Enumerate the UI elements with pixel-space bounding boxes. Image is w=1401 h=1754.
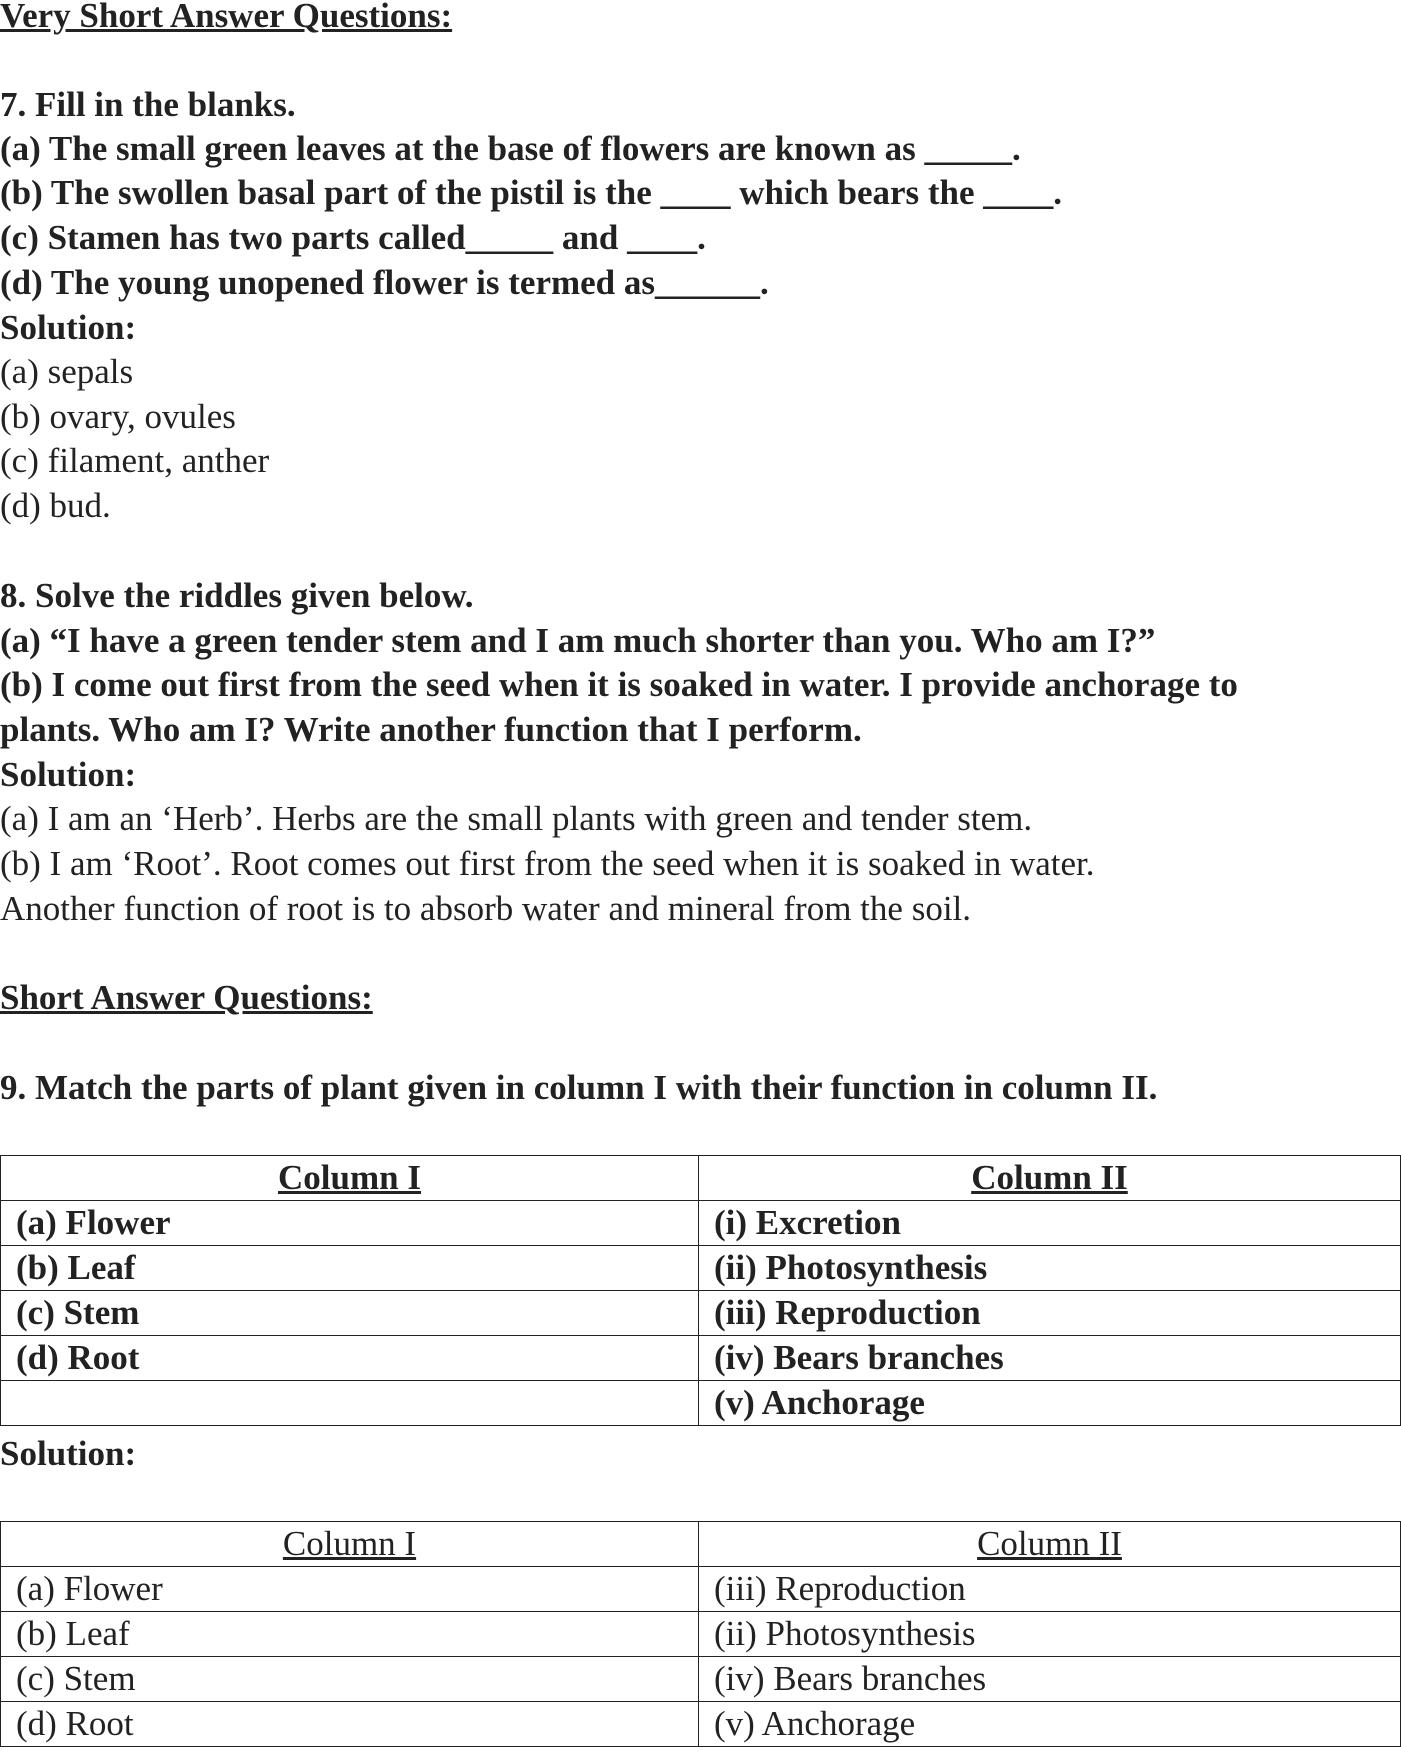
table-cell: (v) Anchorage <box>699 1381 1401 1426</box>
table-cell: (iii) Reproduction <box>699 1291 1401 1336</box>
table-cell: (ii) Photosynthesis <box>699 1246 1401 1291</box>
table-cell: (d) Root <box>1 1336 699 1381</box>
table-cell: (c) Stem <box>1 1291 699 1336</box>
table-row <box>1 1567 1401 1612</box>
column-header: Column II <box>699 1522 1401 1567</box>
table-row <box>1 1612 1401 1657</box>
column-header: Column II <box>699 1156 1401 1201</box>
table-cell: (b) Leaf <box>1 1246 699 1291</box>
q8-part-b-line2: plants. Who am I? Write another function that I perform. <box>0 710 862 749</box>
q7-answer-a: (a) sepals <box>0 352 134 391</box>
table-cell: (iv) Bears branches <box>699 1657 1401 1702</box>
table-row <box>1 1201 1401 1246</box>
table-cell: (i) Excretion <box>699 1201 1401 1246</box>
very-short-heading: Very Short Answer Questions: <box>0 0 453 35</box>
short-answer-heading: Short Answer Questions: <box>0 978 373 1017</box>
table-header-row <box>1 1156 1401 1201</box>
q7-answer-b: (b) ovary, ovules <box>0 397 236 436</box>
q9-solution-label: Solution: <box>0 1434 137 1473</box>
q8-answer-a: (a) I am an ‘Herb’. Herbs are the small plants with green and tender stem. <box>0 799 1033 838</box>
table-row <box>1 1702 1401 1747</box>
q7-answer-d: (d) bud. <box>0 486 111 525</box>
table-cell: (ii) Photosynthesis <box>699 1612 1401 1657</box>
q8-answer-b: (b) I am ‘Root’. Root comes out first from the seed when it is soaked in water. <box>0 844 1095 883</box>
table-row <box>1 1336 1401 1381</box>
table-cell: (v) Anchorage <box>699 1702 1401 1747</box>
q8-title: 8. Solve the riddles given below. <box>0 576 474 615</box>
q7-part-c: (c) Stamen has two parts called_____ and ____. <box>0 218 706 257</box>
table-row <box>1 1246 1401 1291</box>
table-cell: (a) Flower <box>1 1567 699 1612</box>
q7-solution-label: Solution: <box>0 308 137 347</box>
table-row <box>1 1657 1401 1702</box>
table-cell: (d) Root <box>1 1702 699 1747</box>
table-cell <box>1 1381 699 1426</box>
q7-part-b: (b) The swollen basal part of the pistil is the ____ which bears the ____. <box>0 173 1063 212</box>
q9-title: 9. Match the parts of plant given in column I with their function in column II. <box>0 1068 1158 1107</box>
q8-part-b-line1: (b) I come out first from the seed when it is soaked in water. I provide anchorage to <box>0 665 1238 704</box>
table-cell: (b) Leaf <box>1 1612 699 1657</box>
q7-part-a: (a) The small green leaves at the base of flowers are known as _____. <box>0 129 1021 168</box>
table-cell: (a) Flower <box>1 1201 699 1246</box>
q7-part-d: (d) The young unopened flower is termed as______. <box>0 263 769 302</box>
table-row <box>1 1291 1401 1336</box>
table-row <box>1 1381 1401 1426</box>
table-cell: (c) Stem <box>1 1657 699 1702</box>
q9-solution-table <box>0 1521 1401 1747</box>
q9-match-table <box>0 1155 1401 1426</box>
q7-answer-c: (c) filament, anther <box>0 441 270 480</box>
q7-title: 7. Fill in the blanks. <box>0 85 296 124</box>
q8-solution-label: Solution: <box>0 755 137 794</box>
column-header: Column I <box>1 1156 699 1201</box>
q8-part-a: (a) “I have a green tender stem and I am much shorter than you. Who am I?” <box>0 621 1156 660</box>
column-header: Column I <box>1 1522 699 1567</box>
table-header-row <box>1 1522 1401 1567</box>
q8-answer-extra: Another function of root is to absorb water and mineral from the soil. <box>0 889 972 928</box>
table-cell: (iii) Reproduction <box>699 1567 1401 1612</box>
table-cell: (iv) Bears branches <box>699 1336 1401 1381</box>
